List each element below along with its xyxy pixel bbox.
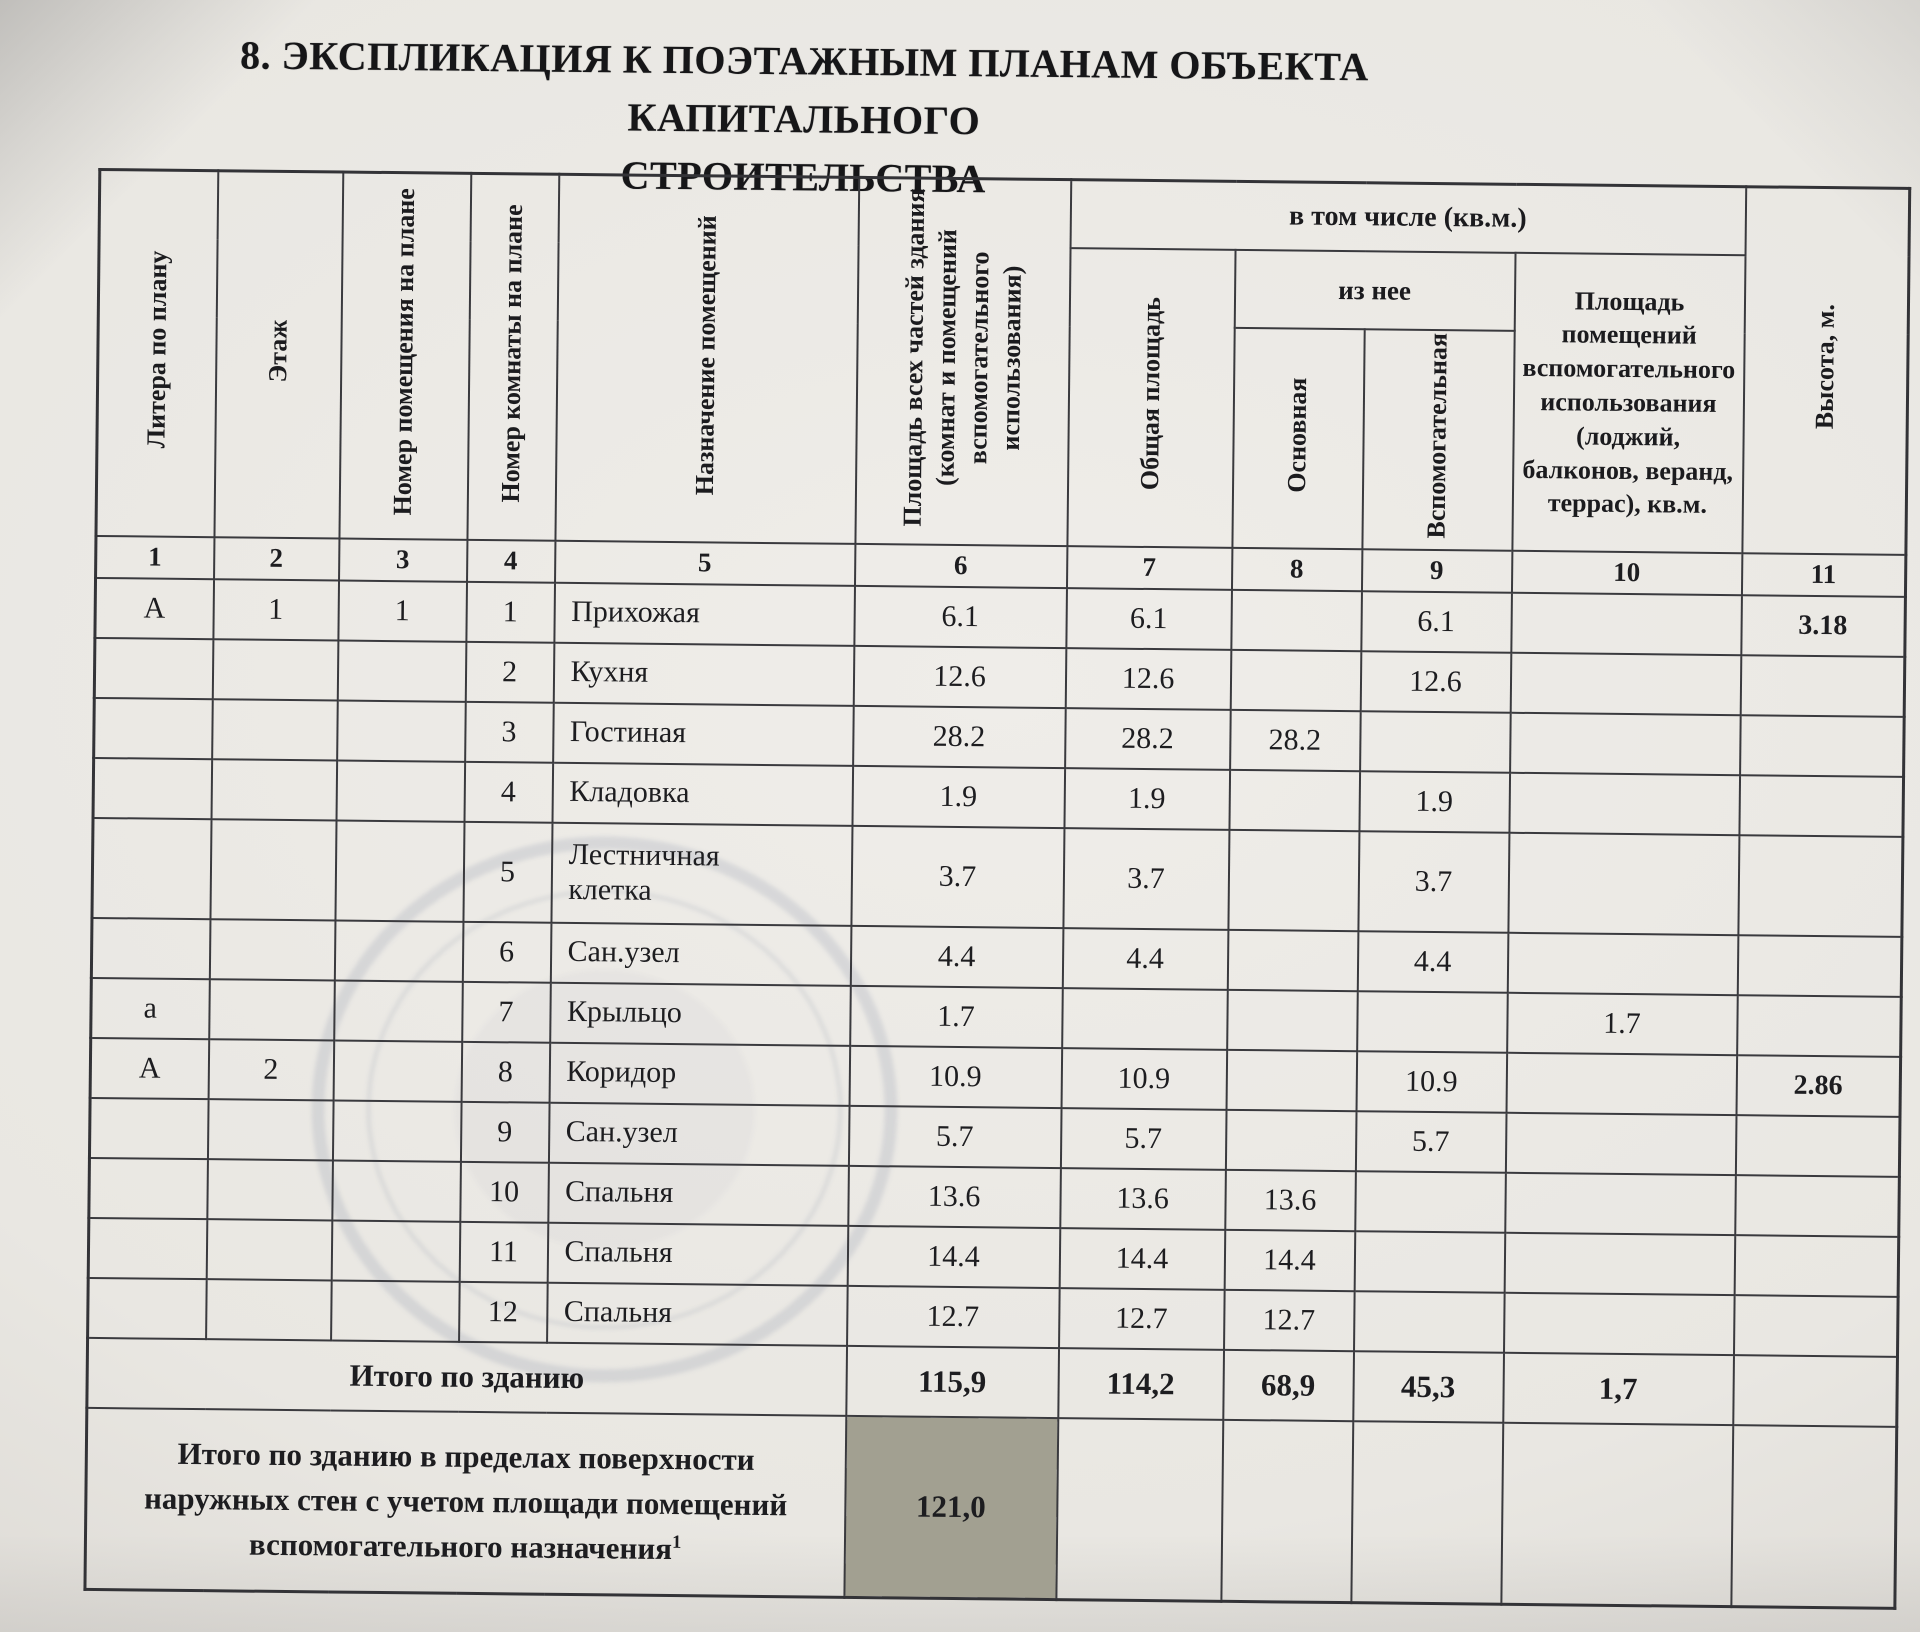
- col-num: 3: [339, 538, 467, 581]
- table-cell: 4.4: [1062, 928, 1228, 990]
- table-cell: 1.9: [1064, 768, 1230, 830]
- totals-outer-value: 121,0: [844, 1416, 1058, 1600]
- table-cell: [1226, 1050, 1357, 1111]
- header-total-area: Общая площадь: [1067, 248, 1235, 547]
- table-cell: [93, 758, 212, 819]
- table-cell: [1227, 930, 1358, 991]
- header-aux-use-area: Площадь помещений вспомогательного использования (лоджий, балконов, веранд, террас), кв.м.: [1512, 253, 1745, 553]
- table-cell: Прихожая: [554, 582, 855, 645]
- table-cell: [212, 699, 338, 760]
- table-cell: [1735, 1115, 1900, 1177]
- col-num: 7: [1066, 546, 1231, 590]
- table-cell: [1735, 1175, 1900, 1237]
- table-cell: 12: [459, 1282, 548, 1343]
- table-cell: [1505, 1112, 1736, 1174]
- table-cell: [1351, 1421, 1503, 1605]
- table-cell: 1.7: [850, 986, 1063, 1048]
- table-cell: [88, 1278, 207, 1339]
- table-cell: [207, 1159, 333, 1220]
- footnote-marker: 1: [671, 1531, 682, 1553]
- table-cell: [1504, 1232, 1735, 1294]
- table-cell: 1: [213, 579, 339, 640]
- col-num: 8: [1231, 548, 1361, 591]
- totals-label: Итого по зданию: [87, 1338, 847, 1416]
- header-total-parts-area: Площадь всех частей здания (комнат и помещений вспомогательного использования): [855, 177, 1071, 545]
- table-cell: 12.7: [1059, 1288, 1225, 1350]
- table-cell: Спальня: [547, 1222, 848, 1285]
- totals-outer-row: [85, 1408, 1897, 1609]
- table-cell: 7: [462, 982, 551, 1043]
- table-cell: [94, 698, 213, 759]
- table-cell: 2.86: [1736, 1055, 1901, 1117]
- col-num: 1: [96, 536, 214, 579]
- table-cell: 12.6: [1360, 651, 1511, 713]
- table-cell: 6: [462, 922, 551, 983]
- col-num: 10: [1511, 551, 1741, 595]
- table-cell: 1.9: [852, 766, 1065, 828]
- table-cell: [334, 920, 463, 981]
- table-cell: [1505, 1172, 1736, 1234]
- table-cell: 6.1: [1066, 588, 1232, 650]
- table-cell: [1231, 590, 1362, 651]
- table-cell: 3.7: [1063, 828, 1229, 930]
- table-cell: [1731, 1425, 1897, 1609]
- table-cell: 3.7: [1358, 831, 1509, 933]
- table-cell: [1229, 770, 1360, 831]
- table-cell: [1221, 1420, 1353, 1603]
- col-num: 4: [467, 540, 555, 583]
- table-cell: [92, 818, 211, 919]
- table-cell: Сан.узел: [548, 1102, 849, 1165]
- table-cell: Спальня: [547, 1282, 848, 1345]
- table-cell: 14.4: [1059, 1228, 1225, 1290]
- table-cell: 5.7: [1355, 1111, 1506, 1173]
- table-cell: [1230, 650, 1361, 711]
- table-cell: 2: [208, 1039, 334, 1100]
- table-cell: [336, 760, 465, 821]
- table-cell: [1511, 593, 1742, 655]
- table-cell: 1.7: [1507, 992, 1738, 1054]
- table-cell: [331, 1280, 460, 1341]
- table-cell: 3.18: [1741, 595, 1906, 657]
- table-cell: 13.6: [1225, 1170, 1356, 1231]
- table-cell: [1734, 1295, 1899, 1357]
- table-cell: 13.6: [848, 1166, 1061, 1228]
- table-cell: 1: [466, 582, 555, 643]
- table-cell: [1737, 995, 1902, 1057]
- table-cell: 1: [338, 580, 467, 641]
- header-room-number: Номер комнаты на плане: [467, 173, 559, 540]
- table-cell: 2: [465, 642, 554, 703]
- table-cell: [209, 919, 335, 980]
- table-cell: [1506, 1052, 1737, 1114]
- table-cell: 10.9: [1356, 1051, 1507, 1113]
- table-cell: Крыльцо: [550, 982, 851, 1045]
- table-cell: [335, 820, 464, 921]
- table-cell: 28.2: [853, 706, 1066, 768]
- table-cell: [88, 1218, 207, 1279]
- header-height: Высота, м.: [1742, 187, 1910, 555]
- table-cell: 12.6: [853, 646, 1066, 708]
- totals-outer-label: Итого по зданию в пределах поверхности наружных стен с учетом площади помещений вспомогательного назначения$^1$: [85, 1408, 846, 1598]
- col-num: 2: [214, 537, 339, 580]
- totals-main: 68,9: [1223, 1350, 1354, 1421]
- table-cell: [89, 1098, 208, 1159]
- table-cell: [1734, 1235, 1899, 1297]
- explication-table: [83, 168, 1911, 1610]
- table-cell: [1228, 830, 1359, 931]
- table-cell: А: [90, 1038, 209, 1099]
- header-litera: Литера по плану: [96, 169, 218, 536]
- table-cell: [1354, 1291, 1505, 1353]
- header-row-1: [99, 169, 1910, 256]
- header-auxiliary-area: Вспомогательная: [1362, 330, 1514, 551]
- header-purpose: Назначение помещений: [555, 174, 859, 543]
- table-cell: 28.2: [1065, 708, 1231, 770]
- table-cell: 28.2: [1230, 710, 1361, 771]
- table-cell: 14.4: [1224, 1230, 1355, 1291]
- header-etazh: Этаж: [214, 171, 343, 539]
- table-cell: [332, 1100, 461, 1161]
- header-premise-number: Номер помещения на плане: [339, 172, 471, 540]
- totals-aux: 45,3: [1353, 1351, 1504, 1423]
- col-num: 6: [854, 544, 1066, 588]
- table-cell: [212, 639, 338, 700]
- table-cell: [1227, 990, 1358, 1051]
- table-cell: [94, 638, 213, 699]
- table-cell: 6.1: [854, 586, 1067, 648]
- table-cell: [1508, 832, 1739, 934]
- table-cell: Сан.узел: [550, 922, 851, 985]
- table-cell: [333, 1040, 462, 1101]
- table-cell: 5.7: [1060, 1108, 1226, 1170]
- document-title-line1: 8. ЭКСПЛИКАЦИЯ К ПОЭТАЖНЫМ ПЛАНАМ ОБЪЕКТА КАПИТАЛЬНОГО: [239, 32, 1370, 144]
- table-row: [92, 818, 1903, 937]
- table-cell: 11: [459, 1222, 548, 1283]
- table-cell: [210, 819, 336, 920]
- table-cell: 4.4: [850, 926, 1063, 988]
- table-cell: Кухня: [553, 642, 854, 705]
- document-title-line2: СТРОИТЕЛЬСТВА: [620, 152, 987, 202]
- table-cell: 12.6: [1065, 648, 1231, 710]
- table-cell: [1740, 655, 1905, 717]
- table-cell: [332, 1160, 461, 1221]
- table-cell: 4.4: [1357, 931, 1508, 993]
- table-cell: [1056, 1418, 1223, 1602]
- table-cell: [337, 640, 466, 701]
- table-cell: [207, 1099, 333, 1160]
- table-cell: [1357, 991, 1508, 1053]
- table-cell: 9: [460, 1102, 549, 1163]
- table-cell: а: [91, 978, 210, 1039]
- col-num: 11: [1741, 553, 1905, 597]
- header-including-group: в том числе (кв.м.): [1070, 180, 1746, 256]
- table-cell: [1740, 715, 1905, 777]
- table-cell: 3.7: [851, 826, 1064, 928]
- table-cell: [337, 700, 466, 761]
- table-cell: Лестничная клетка: [551, 822, 852, 925]
- totals-aux-use: 1,7: [1503, 1352, 1734, 1424]
- table-cell: [1738, 835, 1903, 937]
- table-cell: [1062, 988, 1228, 1050]
- table-cell: 12.7: [847, 1286, 1060, 1348]
- table-cell: 5.7: [848, 1106, 1061, 1168]
- table-cell: 10.9: [849, 1046, 1062, 1108]
- table-cell: [1507, 932, 1738, 994]
- table-cell: 8: [461, 1042, 550, 1103]
- table-cell: [1360, 711, 1511, 773]
- table-cell: [1225, 1110, 1356, 1171]
- table-cell: [1504, 1292, 1735, 1354]
- totals-height: [1733, 1355, 1898, 1427]
- table-cell: 10.9: [1061, 1048, 1227, 1110]
- table-cell: 3: [465, 702, 554, 763]
- table-cell: [334, 980, 463, 1041]
- table-cell: [1501, 1422, 1733, 1606]
- table-cell: [209, 979, 335, 1040]
- table-cell: [1737, 935, 1902, 997]
- table-cell: 4: [464, 762, 553, 823]
- table-cell: [1739, 775, 1904, 837]
- table-cell: 6.1: [1361, 591, 1512, 653]
- table-cell: 5: [463, 822, 552, 923]
- table-cell: [206, 1219, 332, 1280]
- table-cell: 10: [460, 1162, 549, 1223]
- table-cell: [1354, 1231, 1505, 1293]
- table-cell: Гостиная: [553, 702, 854, 765]
- totals-total-parts: 115,9: [846, 1346, 1059, 1418]
- table-cell: [91, 918, 210, 979]
- table-cell: 13.6: [1060, 1168, 1226, 1230]
- table-cell: 12.7: [1224, 1290, 1355, 1351]
- table-cell: [206, 1279, 332, 1340]
- table-cell: 1.9: [1359, 771, 1510, 833]
- table-cell: [211, 759, 337, 820]
- table-cell: А: [95, 578, 214, 639]
- col-num: 5: [555, 540, 855, 585]
- table-cell: [331, 1220, 460, 1281]
- table-cell: [1510, 653, 1741, 715]
- table-cell: [1510, 713, 1741, 775]
- table-cell: [89, 1158, 208, 1219]
- table-cell: Коридор: [549, 1042, 850, 1105]
- table-cell: Спальня: [548, 1162, 849, 1225]
- table-cell: 14.4: [847, 1226, 1060, 1288]
- totals-total: 114,2: [1058, 1348, 1224, 1420]
- col-num: 9: [1361, 549, 1511, 593]
- table-cell: Кладовка: [552, 762, 853, 825]
- header-of-it-group: из нее: [1234, 250, 1515, 331]
- table-cell: [1509, 772, 1740, 834]
- header-main-area: Основная: [1232, 328, 1364, 549]
- table-cell: [1355, 1171, 1506, 1233]
